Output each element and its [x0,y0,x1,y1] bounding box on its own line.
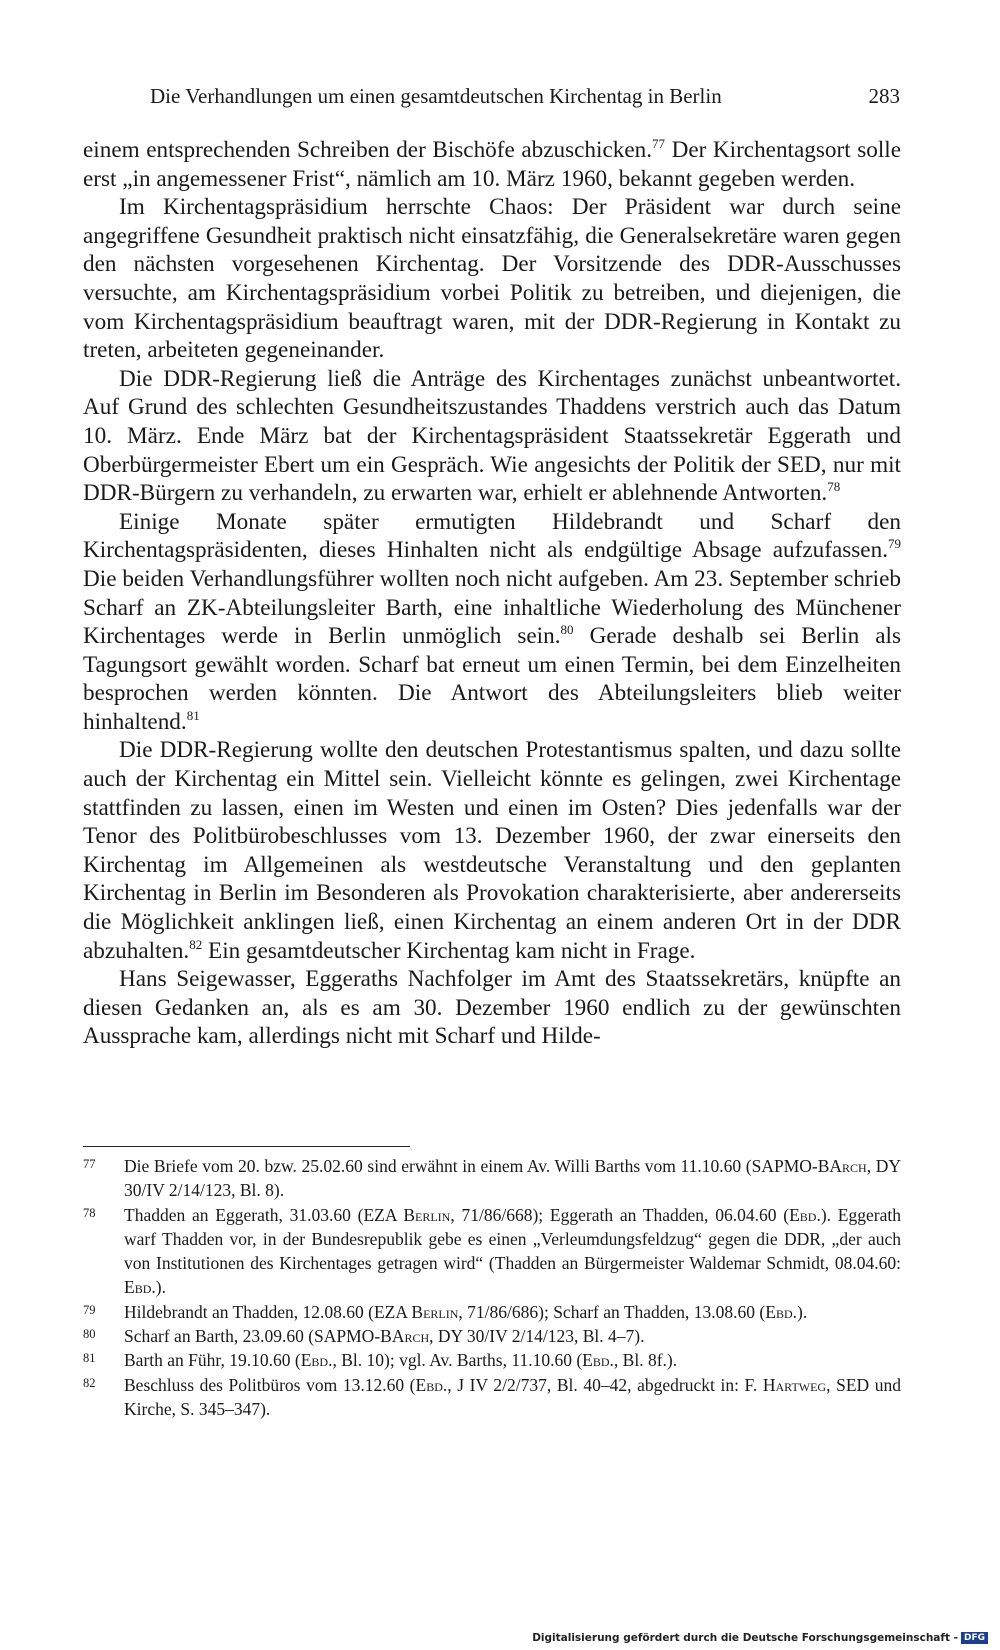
footnote-ref-79[interactable]: 79 [888,536,901,552]
text-run: Thadden an Eggerath, 31.03.60 (EZA [124,1204,404,1225]
footnote-text [124,1324,901,1348]
text-run: Hildebrandt an Thadden, 12.08.60 (EZA [124,1301,412,1322]
small-caps-run: Ebd. [789,1204,821,1225]
credit-text: Digitalisierung gefördert durch die Deutsche Forschungsgemeinschaft - [532,1632,958,1644]
footnotes [83,1154,901,1421]
text-run: Die DDR-Regierung ließ die Anträge des Kirchentages zunächst unbeantwortet. Auf Grund des schlechten Gesundheitszustandes Thaddens verstrich auch das Datum 10. März. Ende März bat der Kirchentagspräsident Staatssekretär Eggerath und Oberbürgermeister Ebert um ein Gespräch. Wie angesichts der Politik der SED, nur mit DDR-Bürgern zu verhandeln, zu erwarten war, erhielt er ablehnende Antworten. [83,365,901,507]
small-caps-run: Berlin [411,1301,459,1322]
text-run: Die beiden Verhandlungsführer wollten noch nicht aufgeben. Am 23. September schrieb Scharf an ZK-Abteilungsleiter Barth, eine inhaltliche Wiederholung des Münchener Kirchentages werde in Berlin unmöglich sein. [83,565,901,650]
footnote-ref-77[interactable]: 77 [652,136,666,151]
text-run: ). [797,1301,808,1322]
text-run: , Bl. 10); vgl. Av. Barths, 11.10.60 ( [332,1350,583,1371]
text-run: ). [155,1277,166,1298]
footnote-number: 79 [83,1302,96,1317]
small-caps-run: Ebd. [765,1301,797,1322]
text-run: , 71/86/668); Eggerath an Thadden, 06.04.60 ( [450,1204,790,1225]
footnote-text [124,1348,901,1372]
paragraph-3 [83,365,901,508]
text-run: Einige Monate später ermutigten Hildebrandt und Scharf den Kirchentagspräsidenten, dieses Hinhalten nicht als endgültige Absage aufzufassen. [83,508,901,564]
text-run: , J IV 2/2/737, Bl. 40–42, abgedruckt in: F. [447,1374,763,1395]
footnote-number: 81 [83,1351,96,1366]
small-caps-run: Berlin [403,1204,451,1225]
main-text [83,136,901,1051]
text-run: Der Kirchentagsort solle erst „in angemessener Frist“, nämlich am 10. März 1960, bekannt gegeben werden. [83,137,902,192]
text-run: Die Briefe vom 20. bzw. 25.02.60 sind erwähnt in einem Av. Willi Barths vom 11.10.60 (SAPMO-B [124,1156,830,1176]
text-run: einem entsprechenden Schreiben der Bischöfe abzuschicken. [83,137,653,163]
digitization-credit [532,1632,988,1644]
text-run: Gerade deshalb sei Berlin als Tagungsort gewählt worden. Scharf bat erneut um einen Termin, bei dem Einzelheiten besprochen werden könnten. Die Antwort des Abteilungsleiters blieb weiter hinhaltend. [83,623,901,735]
running-title: Die Verhandlungen um einen gesamtdeutschen Kirchentag in Berlin [150,84,722,108]
footnote-number: 80 [83,1327,96,1342]
footnote-number: 82 [83,1375,96,1390]
text-run: Ein gesamtdeutscher Kirchentag kam nicht in Frage. [202,937,696,964]
small-caps-run: Ebd. [300,1350,333,1371]
running-head [150,82,900,110]
footnote-ref-81[interactable]: 81 [186,707,200,723]
paragraph-5 [83,736,901,965]
footnote-81 [83,1348,901,1372]
text-run: Beschluss des Politbüros vom 13.12.60 ( [124,1374,416,1395]
text-run: Die DDR-Regierung wollte den deutschen Protestantismus spalten, und dazu sollte auch der Kirchentag ein Mittel sein. Vielleicht könnte es gelingen, zwei Kirchentage stattfinden zu lassen, einen im Westen und einen im Osten? Dies jedenfalls war der Tenor des Politbürobeschlusses vom 13. Dezember 1960, der zwar einerseits den Kirchentag im Allgemeinen als westdeutsche Veranstaltung und den geplanten Kirchentag in Berlin im Besonderen als Provokation charakterisierte, aber andererseits die Möglichkeit anklingen ließ, einen Kirchentag an einem anderen Ort in der DDR abzuhalten. [83,737,901,964]
text-run: , DY 30/IV 2/14/123, Bl. 4–7). [429,1326,645,1347]
small-caps-run: Arch [391,1326,430,1347]
footnote-79 [83,1300,901,1324]
text-run: , 71/86/686); Scharf an Thadden, 13.08.60 ( [458,1301,766,1322]
small-caps-run: Ebd. [582,1350,614,1371]
text-run: Im Kirchentagspräsidium herrschte Chaos: Der Präsident war durch seine angegriffene Gesundheit praktisch nicht einsatzfähig, die Generalsekretäre waren gegen den nächsten vorgesehenen Kirchentag. Der Vorsitzende des DDR-Ausschusses versuchte, am Kirchentagspräsidium vorbei Politik zu betreiben, und diejenigen, die vom Kirchentagspräsidium beauftragt waren, mit der DDR-Regierung in Kontakt zu treten, arbeiteten gegeneinander. [83,194,901,364]
footnote-text [124,1300,901,1324]
small-caps-run: Ebd. [124,1277,156,1298]
text-run: Scharf an Barth, 23.09.60 (SAPMO-B [124,1326,392,1347]
footnote-number: 78 [83,1205,96,1220]
footnote-ref-80[interactable]: 80 [560,622,574,638]
footnote-text [124,1203,901,1300]
text-run: , DY 30/IV 2/14/123, Bl. 8). [124,1156,902,1201]
page-number: 283 [868,84,900,108]
footnote-divider [83,1146,410,1147]
footnote-82 [83,1373,901,1422]
footnote-80 [83,1324,901,1348]
paragraph-6 [83,965,901,1051]
small-caps-run: Ebd. [415,1374,448,1395]
small-caps-run: Hartweg [762,1374,827,1395]
text-run: , Bl. 8f.). [613,1350,678,1371]
text-run: , SED und Kirche, S. 345–347). [124,1374,902,1419]
footnote-78 [83,1203,901,1300]
small-caps-run: Arch [829,1156,867,1176]
paragraph-4 [83,508,901,737]
footnote-text [124,1154,901,1203]
text-run: Hans Seigewasser, Eggeraths Nachfolger im Amt des Staatssekretärs, knüpfte an diesen Gedanken an, als es am 30. Dezember 1960 endlich zu der gewünschten Aussprache kam, allerdings nicht mit Scharf und Hilde- [83,966,901,1050]
dfg-logo: DFG [961,1632,988,1644]
footnote-number: 77 [83,1157,96,1171]
text-run: ). Eggerath warf Thadden vor, in der Bundesrepublik gebe es einen „Verleumdungsfeldzug“ gegen die DDR, „der auch von Institutionen des Kirchentages getragen wird“ (Thadden an Bürgermeister Waldemar Schmidt, 08.04.60: [124,1204,901,1274]
footnote-text [124,1373,901,1422]
footnote-ref-78[interactable]: 78 [827,479,841,495]
footnote-77 [83,1154,901,1203]
paragraph-1 [83,136,901,193]
footnote-ref-82[interactable]: 82 [189,936,203,952]
paragraph-2 [83,193,901,365]
text-run: Barth an Führ, 19.10.60 ( [124,1350,301,1371]
